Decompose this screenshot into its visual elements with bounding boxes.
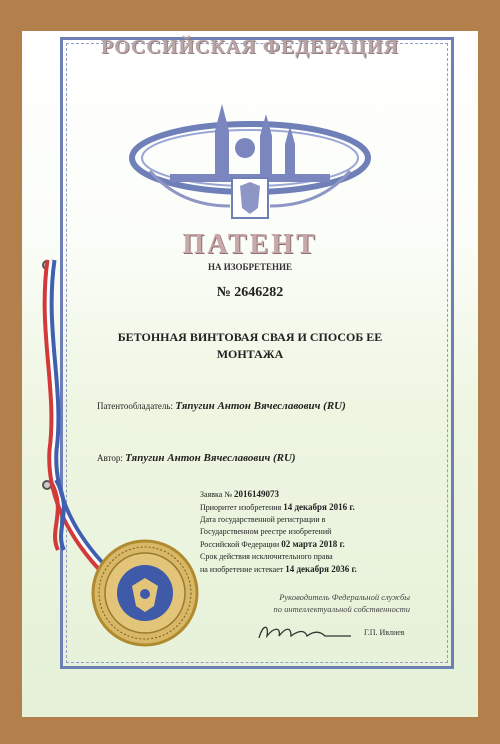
holder-label: Патентообладатель: bbox=[97, 401, 174, 411]
registration-details bbox=[200, 488, 400, 576]
document-subtype: НА ИЗОБРЕТЕНИЕ bbox=[208, 262, 292, 272]
validity-line-1: Срок действия исключительного права bbox=[200, 552, 333, 561]
country-title: РОССИЙСКАЯ ФЕДЕРАЦИЯ bbox=[100, 36, 399, 58]
priority-line bbox=[200, 501, 400, 514]
registration-label: Российской Федерации bbox=[200, 540, 280, 549]
signer-name: Г.П. Ивлиев bbox=[364, 628, 405, 637]
validity-line-2 bbox=[200, 563, 400, 576]
validity-date: 14 декабря 2036 г. bbox=[285, 564, 357, 574]
application-number: 2016149073 bbox=[233, 489, 279, 499]
kremlin-emblem-icon bbox=[110, 86, 390, 236]
patent-holder bbox=[97, 400, 346, 412]
registration-date: 02 марта 2018 г. bbox=[281, 539, 345, 549]
registration-line-3 bbox=[200, 538, 400, 551]
author-label: Автор: bbox=[97, 453, 123, 463]
validity-label: на изобретение истекает bbox=[200, 565, 284, 574]
patent-number: № 2646282 bbox=[216, 285, 284, 300]
head-of-service bbox=[190, 591, 410, 615]
invention-title: БЕТОННАЯ ВИНТОВАЯ СВАЯ И СПОСОБ ЕЕ МОНТАЖА bbox=[117, 330, 383, 361]
official-seal-icon bbox=[90, 538, 200, 648]
priority-date: 14 декабря 2016 г. bbox=[283, 502, 355, 512]
patent-author bbox=[97, 452, 296, 464]
registration-line-1: Дата государственной регистрации в bbox=[200, 515, 326, 524]
handwritten-signature bbox=[255, 620, 355, 644]
head-line-2: по интеллектуальной собственности bbox=[273, 604, 410, 614]
document-type-title: ПАТЕНТ bbox=[182, 229, 318, 260]
holder-value: Тяпугин Антон Вячеславович (RU) bbox=[175, 400, 346, 412]
priority-label: Приоритет изобретения bbox=[200, 503, 282, 512]
author-value: Тяпугин Антон Вячеславович (RU) bbox=[125, 452, 296, 464]
head-line-1: Руководитель Федеральной службы bbox=[279, 592, 410, 602]
application-line bbox=[200, 488, 400, 501]
registration-line-2: Государственном реестре изобретений bbox=[200, 527, 332, 536]
application-label: Заявка № bbox=[200, 490, 232, 499]
